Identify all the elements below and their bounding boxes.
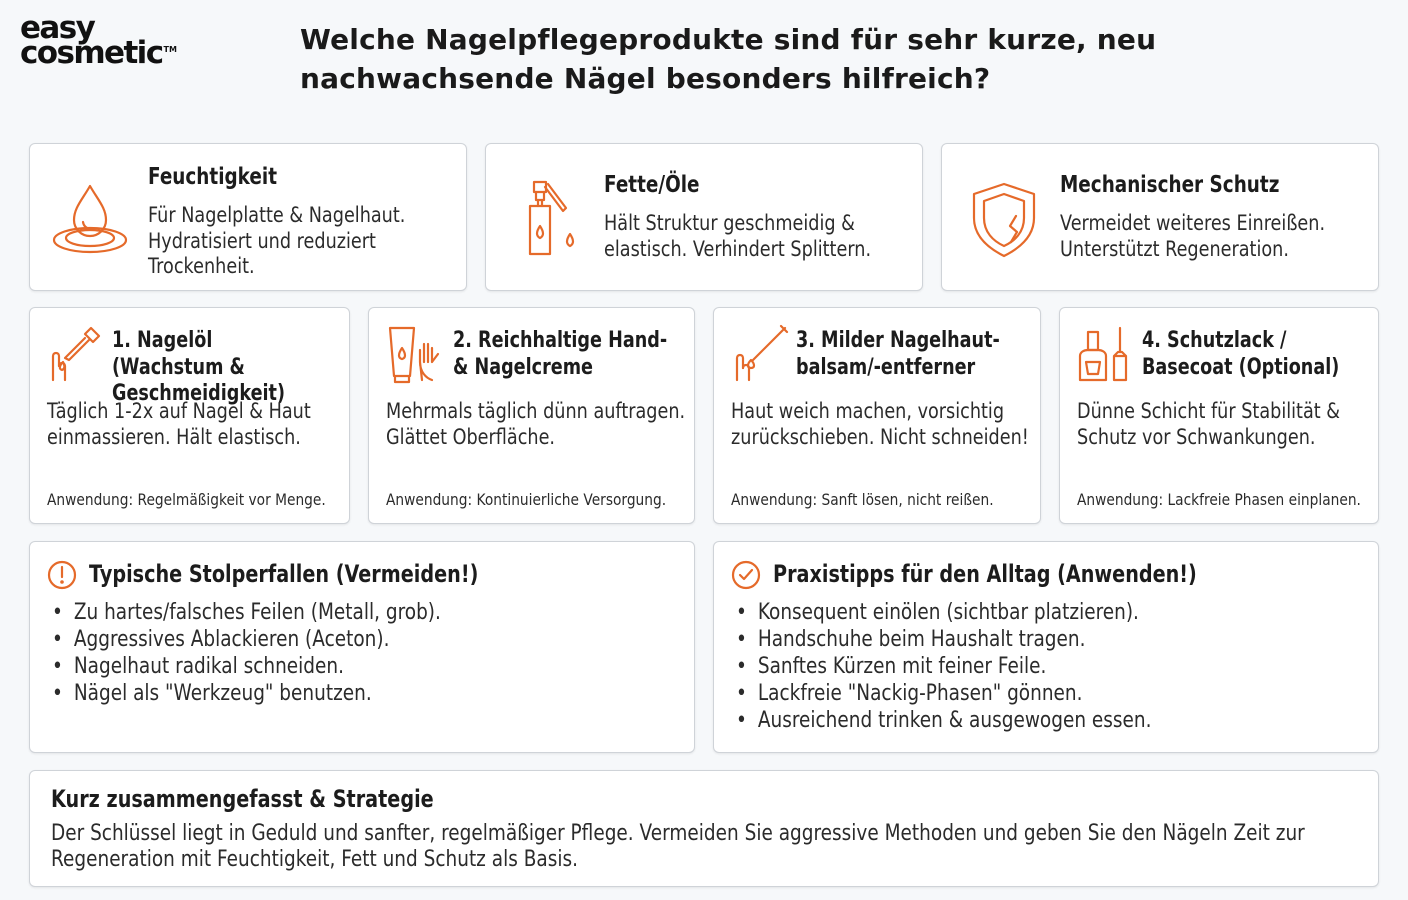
list-item: • Nägel als "Werkzeug" benutzen. <box>52 680 707 707</box>
pitfalls-card <box>29 541 695 753</box>
product-usage: Anwendung: Regelmäßigkeit vor Menge. <box>47 490 326 509</box>
product-heading: 4. Schutzlack / Basecoat (Optional) <box>1142 328 1340 380</box>
card-heading: Fette/Öle <box>604 172 700 198</box>
product-card-handcreme <box>368 307 695 524</box>
logo-line-1: easy <box>20 10 95 46</box>
product-heading: 2. Reichhaltige Hand- & Nagelcreme <box>453 328 668 380</box>
list-item: • Ausreichend trinken & ausgewogen essen. <box>736 707 1391 734</box>
summary-heading: Kurz zusammengefasst & Strategie <box>51 785 434 813</box>
brand-logo <box>20 10 177 72</box>
card-feuchtigkeit <box>29 143 467 291</box>
check-circle-icon <box>730 559 762 591</box>
cream-tube-hand-icon <box>384 322 446 384</box>
logo-line-2: cosmetic™ <box>20 35 177 72</box>
dropper-bottle-icon <box>508 176 584 260</box>
product-text: Täglich 1-2x auf Nagel & Haut einmassieren. Hält elastisch. <box>47 399 311 449</box>
product-card-nagelhautbalsam <box>713 307 1041 524</box>
tips-list <box>736 599 1391 734</box>
product-card-schutzlack <box>1059 307 1379 524</box>
list-item: • Zu hartes/falsches Feilen (Metall, grob). <box>52 599 707 626</box>
list-item: • Handschuhe beim Haushalt tragen. <box>736 626 1391 653</box>
summary-card <box>29 770 1379 887</box>
product-usage: Anwendung: Kontinuierliche Versorgung. <box>386 490 667 509</box>
list-item: • Sanftes Kürzen mit feiner Feile. <box>736 653 1391 680</box>
list-item: • Aggressives Ablackieren (Aceton). <box>52 626 707 653</box>
card-text: Für Nagelplatte & Nagelhaut. Hydratisiert und reduziert Trockenheit. <box>148 203 406 278</box>
oil-dropper-icon <box>45 322 107 384</box>
pitfalls-list <box>52 599 707 707</box>
product-text: Mehrmals täglich dünn auftragen. Glättet Oberfläche. <box>386 399 686 449</box>
product-text: Dünne Schicht für Stabilität & Schutz vor Schwankungen. <box>1077 399 1341 449</box>
card-heading: Feuchtigkeit <box>148 164 278 190</box>
water-drop-icon <box>48 178 132 262</box>
tips-heading: Praxistipps für den Alltag (Anwenden!) <box>773 560 1197 588</box>
pitfalls-heading: Typische Stolperfallen (Vermeiden!) <box>89 560 479 588</box>
tips-card <box>713 541 1379 753</box>
card-heading: Mechanischer Schutz <box>1060 172 1280 198</box>
cuticle-pusher-icon <box>729 322 791 384</box>
card-text: Vermeidet weiteres Einreißen. Unterstützt Regeneration. <box>1060 211 1326 261</box>
shield-icon <box>964 178 1044 262</box>
product-usage: Anwendung: Lackfreie Phasen einplanen. <box>1077 490 1361 509</box>
card-fette-oele <box>485 143 923 291</box>
logo-trademark: TM <box>163 45 177 55</box>
summary-text: Der Schlüssel liegt in Geduld und sanfter, regelmäßiger Pflege. Vermeiden Sie aggressive Methoden und geben Sie den Nägeln Zeit zur Regeneration mit Feuchtigkeit, Fett und Schutz als Basis. <box>51 821 1305 872</box>
product-card-nageloel <box>29 307 350 524</box>
card-text: Hält Struktur geschmeidig & elastisch. Verhindert Splittern. <box>604 211 872 261</box>
nail-polish-icon <box>1074 322 1136 384</box>
page-title: Welche Nagelpflegeprodukte sind für sehr kurze, neu nachwachsende Nägel besonders hilfreich? <box>300 23 1157 95</box>
list-item: • Nagelhaut radikal schneiden. <box>52 653 707 680</box>
product-text: Haut weich machen, vorsichtig zurückschieben. Nicht schneiden! <box>731 399 1029 449</box>
card-mechanischer-schutz <box>941 143 1379 291</box>
product-heading: 3. Milder Nagelhaut- balsam/-entferner <box>796 328 1000 380</box>
product-usage: Anwendung: Sanft lösen, nicht reißen. <box>731 490 994 509</box>
list-item: • Konsequent einölen (sichtbar platzieren). <box>736 599 1391 626</box>
warning-icon <box>46 559 78 591</box>
list-item: • Lackfreie "Nackig-Phasen" gönnen. <box>736 680 1391 707</box>
product-heading: 1. Nagelöl (Wachstum & Geschmeidigkeit) <box>112 328 286 406</box>
